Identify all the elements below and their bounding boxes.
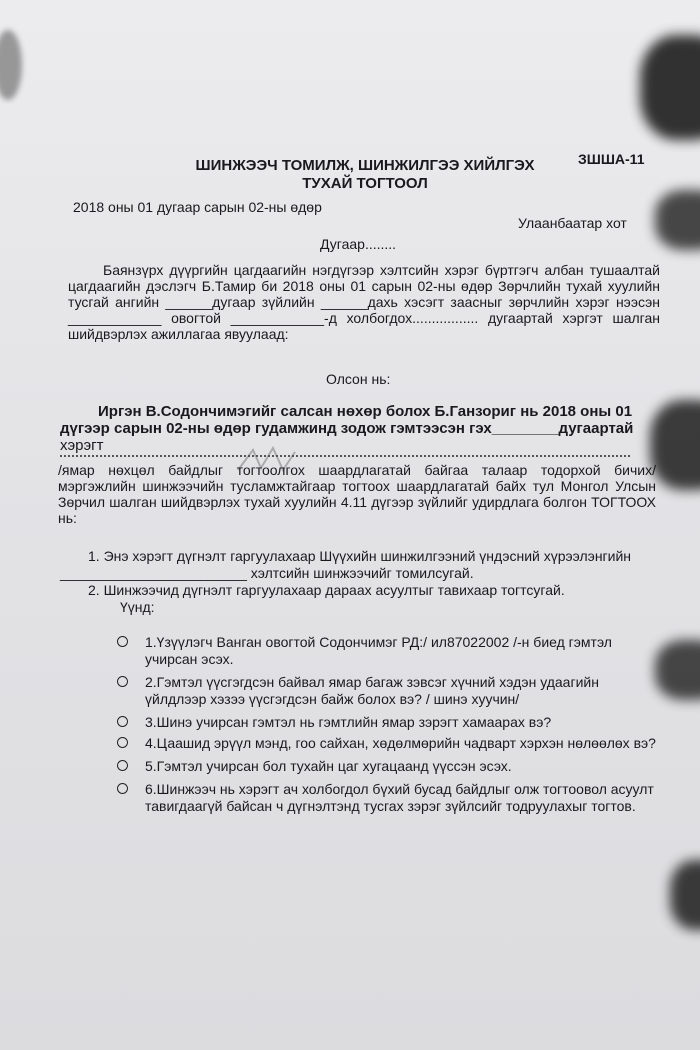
finding-bold-text: Иргэн В.Содончимэгийг салсан нөхөр болох Б.Ганзориг нь 2018 оны 01 дүгээр сарын 02-ны өдөр гудамжинд зодож гэмтээсэн гэх________дугаартай (60, 403, 634, 437)
document-number: Дугаар........ (320, 236, 397, 252)
question-list (112, 634, 660, 821)
order-item-2: 2. Шинжээчид дүгнэлт гаргуулахаар дараах асуултыг тавихаар тогтсугай. (88, 582, 565, 598)
question-text: 6.Шинжээч нь хэрэгт ач холбогдол бүхий бусад байдлыг олж тогтоовол асуулт тавигдаагүй байсан ч дүгнэлтэнд тусгах зэрэг зүйлсийг тодруулахыг тогтов. (145, 781, 654, 814)
dotted-fill-line (60, 455, 630, 457)
circle-bullet-icon (117, 783, 128, 794)
circle-bullet-icon (117, 676, 128, 687)
toner-smudge-right-4 (670, 860, 700, 930)
question-item (112, 781, 660, 815)
circle-bullet-icon (117, 737, 128, 748)
question-text: 2.Гэмтэл үүсгэгдсэн байвал ямар багаж зэвсэг хүчний хэдэн удаагийн үйлдлээр хэзээ үүсгэгдсэн байж болох вэ? / шинэ хуучин/ (145, 674, 599, 707)
question-item (112, 758, 660, 775)
circle-bullet-icon (117, 716, 128, 727)
question-item (112, 674, 660, 708)
document-date: 2018 оны 01 дугаар сарын 02-ны өдөр (73, 199, 322, 215)
form-code: ЗШША-11 (578, 151, 645, 167)
question-item (112, 735, 660, 752)
toner-smudge-right-1 (655, 190, 700, 250)
question-text: 3.Шинэ учирсан гэмтэл нь гэмтлийн ямар зэрэгт хамаарах вэ? (145, 714, 552, 730)
question-item (112, 634, 660, 668)
order-item-1 (60, 548, 660, 582)
instruction-paragraph: /ямар нөхцөл байдлыг тогтоолгох шаардлагатай байгаа талаар тодорхой бичих/ мэргэжлийн шинжээчийн тусламжтайгаар тогтоох шаардлагатай байх тул Монгол Улсын Зөрчил шалган шийдвэрлэх тухай хуулийн 4.11 дүгээр зүйлийг удирдлага болгон ТОГТООХ нь: (58, 462, 656, 526)
toner-smudge-right-3 (655, 640, 700, 700)
intro-paragraph: Баянзүрх дүүргийн цагдаагийн нэгдүгээр хэлтсийн хэрэг бүртгэгч албан тушаалтай цагдаагийн дэслэгч Б.Тамир би 2018 оны 01 сарын 02-ны өдөр Зөрчлийн тухай хуулийн тусгай ангийн ______дугаар зүйлийн ______дахь хэсэгт заасныг зөрчлийн хэрэг нээсэн ____________ овогтой ____________-д холбогдох................. дугаартай хэргэт шалган шийдвэрлэх ажиллагаа явуулаад: (68, 262, 660, 342)
document-title-line2: ТУХАЙ ТОГТООЛ (302, 175, 428, 192)
order-item-1-text: 1. Энэ хэрэгт дүгнэлт гаргуулахаар Шүүхийн шинжилгээний үндэсний хүрээлэнгийн ________________________ хэлтсийн шинжээчийг томилсугай. (60, 548, 632, 581)
circle-bullet-icon (117, 760, 128, 771)
yund-label: Үүнд: (120, 599, 155, 615)
question-text: 4.Цаашид эрүүл мэнд, гоо сайхан, хөдөлмөрийн чадварт хэрхэн нөлөөлөх вэ? (145, 735, 656, 751)
question-text: 5.Гэмтэл учирсан бол тухайн цаг хугацаанд үүссэн эсэх. (145, 758, 512, 774)
toner-smudge-top-right (640, 35, 700, 140)
question-item (112, 714, 660, 731)
document-city: Улаанбаатар хот (518, 215, 627, 231)
found-label: Олсон нь: (326, 371, 391, 387)
question-text: 1.Үзүүлэгч Ванган овогтой Содончимэг РД:/ ил87022002 /-н биед гэмтэл учирсан эсэх. (145, 634, 612, 667)
circle-bullet-icon (117, 636, 128, 647)
toner-speck-left (0, 30, 22, 100)
finding-tail-text: хэрэгт (60, 437, 104, 454)
finding-paragraph (60, 403, 660, 454)
document-title-line1: ШИНЖЭЭЧ ТОМИЛЖ, ШИНЖИЛГЭЭ ХИЙЛГЭХ (195, 157, 535, 174)
